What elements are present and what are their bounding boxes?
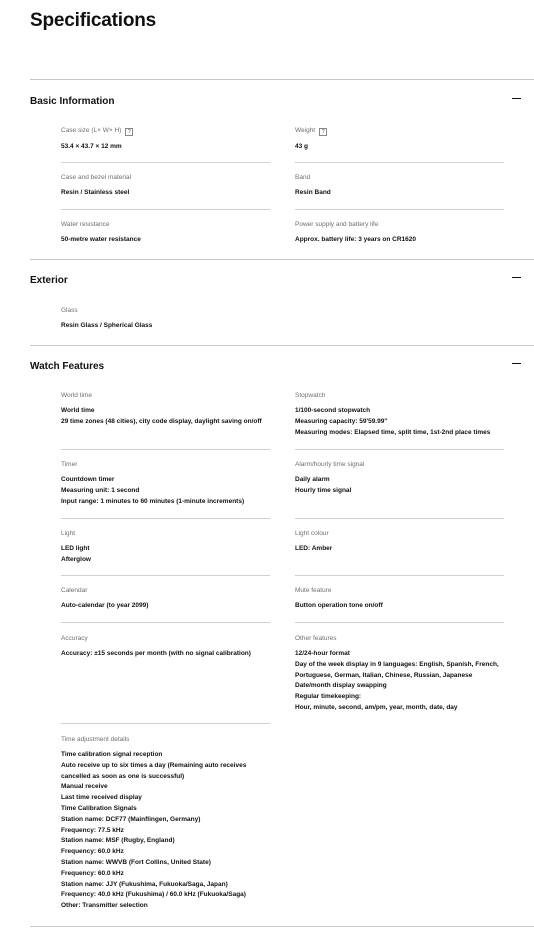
spec-label: Accuracy [61, 635, 88, 642]
item-divider [295, 449, 504, 450]
section-divider [30, 926, 534, 927]
spec-timer [61, 460, 271, 507]
spec-label: Alarm/hourly time signal [295, 461, 365, 468]
item-divider [295, 209, 504, 210]
question-mark-icon[interactable]: ? [125, 128, 133, 136]
section-header-watch-features[interactable] [30, 356, 524, 372]
spec-value: LED: Amber [295, 545, 333, 552]
section-divider [30, 259, 534, 260]
item-divider [295, 622, 504, 623]
spec-label: Light colour [295, 530, 329, 537]
spec-accuracy [61, 634, 271, 660]
item-divider [61, 449, 270, 450]
minus-icon [512, 98, 521, 99]
spec-time-adjustment-details [61, 735, 271, 912]
spec-value: 53.4 × 43.7 × 12 mm [61, 143, 122, 150]
spec-alarm-hourly-time-signal [295, 460, 505, 497]
spec-glass [61, 306, 271, 332]
spec-water-resistance [61, 220, 271, 246]
spec-label: Glass [61, 307, 78, 314]
spec-label: Stopwatch [295, 392, 326, 399]
section-header-basic-information[interactable] [30, 91, 524, 107]
section-title: Watch Features [30, 361, 105, 372]
item-divider [295, 575, 504, 576]
section-title: Basic Information [30, 96, 115, 107]
item-divider [61, 622, 270, 623]
spec-light-colour [295, 529, 505, 555]
section-divider [30, 79, 534, 80]
spec-label: Case and bezel material [61, 174, 132, 181]
minus-icon [512, 363, 521, 364]
spec-light [61, 529, 271, 566]
spec-value: Resin Band [295, 189, 331, 196]
spec-value: Button operation tone on/off [295, 602, 383, 609]
spec-value: LED light Afterglow [61, 545, 91, 563]
collapse-toggle[interactable] [510, 270, 524, 286]
spec-case-and-bezel-material [61, 173, 271, 199]
section-header-exterior[interactable] [30, 270, 524, 286]
section-title: Exterior [30, 275, 68, 286]
question-mark-icon[interactable]: ? [319, 128, 327, 136]
spec-other-features [295, 634, 505, 714]
item-divider [61, 518, 270, 519]
item-divider [295, 162, 504, 163]
section-divider [30, 345, 534, 346]
item-divider [295, 518, 504, 519]
item-divider [61, 575, 270, 576]
spec-stopwatch [295, 391, 505, 438]
spec-value: 50-metre water resistance [61, 236, 141, 243]
item-divider [61, 162, 270, 163]
spec-mute-feature [295, 586, 505, 612]
spec-label: Mute feature [295, 587, 332, 594]
collapse-toggle[interactable] [510, 91, 524, 107]
spec-label: Power supply and battery life [295, 221, 379, 228]
spec-value: Time calibration signal reception Auto receive up to six times a day (Remaining auto receives cancelled as soon as one is successful) Manual receive Last time received display Time Calibration Signals Station name: DCF77 (Mainflingen, Germany) Frequency: 77.5 kHz Station name: MSF (Rugby, England) Frequency: 60.0 kHz Station name: WWVB (Fort Collins, United State) Frequency: 60.0 kHz Station name: JJY (Fukushima, Fukuoka/Saga, Japan) Frequency: 40.0 kHz (Fukushima) / 60.0 kHz (Fukuoka/Saga) Other: Transmitter selection [61, 751, 247, 910]
spec-value: 43 g [295, 143, 309, 150]
spec-power-supply [295, 220, 505, 246]
spec-label: Case size (L× W× H) [61, 127, 122, 134]
spec-label: Calendar [61, 587, 88, 594]
collapse-toggle[interactable] [510, 356, 524, 372]
spec-label: Other features [295, 635, 337, 642]
spec-case-size [61, 126, 271, 153]
spec-value: Approx. battery life: 3 years on CR1620 [295, 236, 417, 243]
spec-label: Water resistance [61, 221, 110, 228]
spec-value: Auto-calendar (to year 2099) [61, 602, 149, 609]
spec-value: Resin Glass / Spherical Glass [61, 322, 153, 329]
spec-label: Timer [61, 461, 78, 468]
spec-value: 12/24-hour format Day of the week display in 9 languages: English, Spanish, French, Portuguese, German, Italian, Chinese, Russian, Japanese Date/month display swapping Regular timekeeping: Hour, minute, second, am/pm, year, month, date, day [295, 650, 499, 711]
spec-value: Resin / Stainless steel [61, 189, 130, 196]
spec-label: Weight [295, 127, 316, 134]
spec-value: World time 29 time zones (48 cities), city code display, daylight saving on/off [61, 407, 262, 425]
spec-label: Time adjustment details [61, 736, 130, 743]
spec-world-time [61, 391, 271, 428]
spec-weight [295, 126, 505, 153]
spec-value: Countdown timer Measuring unit: 1 second Input range: 1 minutes to 60 minutes (1-minute increments) [61, 476, 245, 505]
spec-label: Band [295, 174, 311, 181]
spec-band [295, 173, 505, 199]
spec-value: Accuracy: ±15 seconds per month (with no signal calibration) [61, 650, 251, 657]
spec-value: 1/100-second stopwatch Measuring capacity: 59'59.99'' Measuring modes: Elapsed time, split time, 1st-2nd place times [295, 407, 491, 436]
item-divider [61, 723, 270, 724]
page-title: Specifications [30, 10, 157, 31]
item-divider [61, 209, 270, 210]
spec-label: World time [61, 392, 92, 399]
spec-label: Light [61, 530, 76, 537]
minus-icon [512, 277, 521, 278]
spec-calendar [61, 586, 271, 612]
spec-value: Daily alarm Hourly time signal [295, 476, 352, 494]
